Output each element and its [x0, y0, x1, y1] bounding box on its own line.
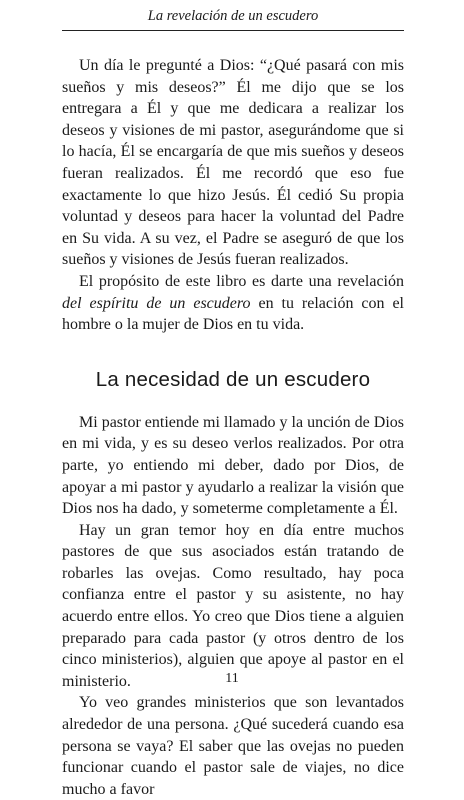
proposito-text-end: en tu relación con el hombre o la mujer de Dios en tu vida. [62, 294, 404, 334]
proposito-emphasis: del espíritu de un escudero [62, 294, 251, 312]
section-heading: La necesidad de un escudero [95, 367, 371, 391]
paragraph-ministerios: Yo veo grandes ministerios que son levantados alrededor de una persona. ¿Qué sucederá cuando esa persona se vaya? El saber que las ovejas no pueden funcionar cuando el pastor sale de viajes, no dice mucho a favor [62, 694, 404, 798]
paragraph-temor: Hay un gran temor hoy en día entre muchos pastores de que sus asociados están tratando de robarles las ovejas. Como resultado, hay poca confianza entre el pastor y su asistente, no hay acuerdo entre ellos. Yo creo que Dios tiene a alguien preparado para cada pastor (y otros dentro de los cinco ministerios), alguien que apoye al pastor en el ministerio. [62, 521, 404, 690]
header-rule [62, 30, 404, 31]
page-number: 11 [225, 671, 239, 686]
paragraph-sueños: Un día le pregunté a Dios: “¿Qué pasará con mis sueños y mis deseos?” Él me dijo que se los entregara a Él y que me dedicara a realizar los deseos y visiones de mi pastor, asegurándome que si lo hacía, Él se encargaría de que mis sueños y deseos fueran realizados. Él me recordó que eso fue exactamente lo que hizo Jesús. Él cedió Su propia voluntad y deseos para hacer la voluntad del Padre en Su vida. A su vez, el Padre se aseguró de que los sueños y visiones de Jesús fueran realizados. [62, 57, 404, 269]
proposito-text-start: El propósito de este libro es darte una revelación [79, 272, 404, 290]
running-header: La revelación de un escudero [147, 8, 319, 24]
paragraph-llamado: Mi pastor entiende mi llamado y la unción de Dios en mi vida, y es su deseo verlos realizados. Por otra parte, yo entiendo mi deber, dado por Dios, de apoyar a mi pastor y ayudarlo a realizar la visión que Dios nos ha dado, y someterme completamente a Él. [62, 413, 404, 518]
body-text [62, 55, 404, 800]
paragraph-proposito [62, 271, 404, 336]
